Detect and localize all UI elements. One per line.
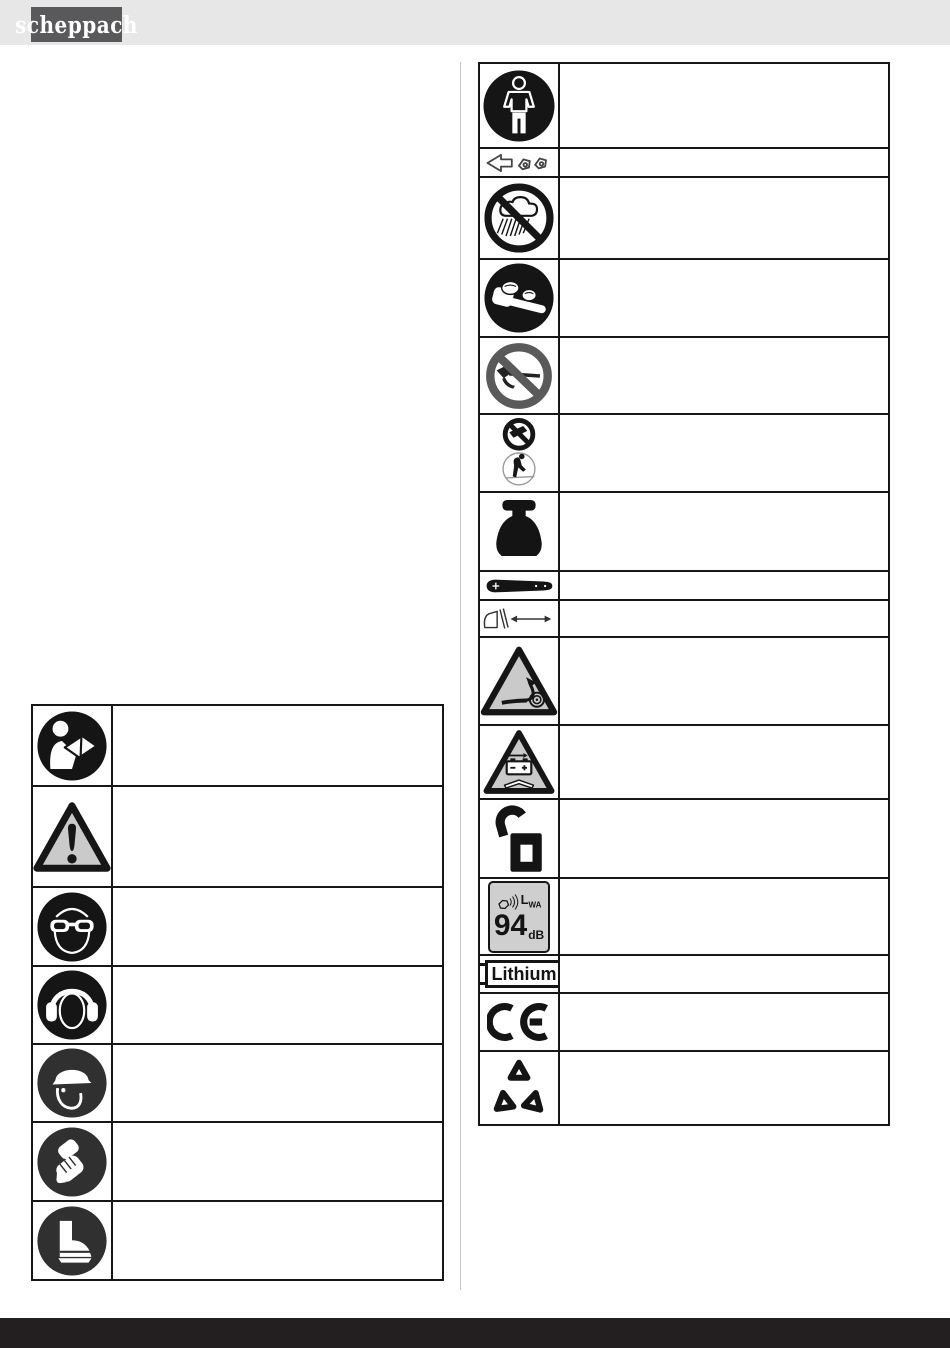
symbol-description	[113, 1123, 442, 1200]
symbol-description	[560, 260, 888, 336]
speaker-icon	[497, 893, 519, 911]
table-row	[480, 258, 888, 336]
symbol-description	[560, 800, 888, 877]
symbol-description	[560, 338, 888, 413]
table-row	[480, 599, 888, 636]
table-row	[480, 724, 888, 798]
footer-bar	[0, 1318, 950, 1348]
hold-with-both-hands-icon	[480, 260, 560, 336]
symbol-description	[560, 638, 888, 724]
no-pole-saw-near-power-lines-icon	[480, 338, 560, 413]
symbol-description	[113, 1202, 442, 1279]
table-row	[480, 877, 888, 954]
lithium-battery-badge-icon: Lithium	[480, 956, 560, 992]
table-row	[480, 176, 888, 258]
symbol-description	[560, 572, 888, 599]
right-symbol-table	[478, 62, 890, 1126]
symbol-description	[113, 888, 442, 965]
symbol-description	[113, 706, 442, 785]
symbol-description	[560, 879, 888, 954]
logo-text: scheppach	[15, 10, 138, 39]
sound-power-badge-icon: $L_{WA}$ 94 dB	[480, 879, 560, 954]
symbol-description	[560, 994, 888, 1050]
chain-direction-icon	[480, 149, 560, 176]
table-row	[480, 336, 888, 413]
table-row	[33, 706, 442, 785]
table-row	[480, 147, 888, 176]
column-divider	[460, 62, 461, 1290]
ear-protection-icon	[33, 967, 113, 1043]
symbol-description	[560, 149, 888, 176]
ce-mark-icon	[480, 994, 560, 1050]
symbol-description	[560, 956, 888, 992]
table-row	[480, 64, 888, 147]
left-symbol-table	[31, 704, 444, 1281]
table-row	[33, 965, 442, 1043]
table-row	[480, 570, 888, 599]
table-row	[33, 1043, 442, 1121]
symbol-description	[113, 1045, 442, 1121]
symbol-description	[113, 787, 442, 886]
chain-sharpening-icon	[480, 601, 560, 636]
symbol-description	[560, 64, 888, 147]
table-row	[33, 1200, 442, 1279]
warning-general-icon	[33, 787, 113, 886]
kickback-warning-icon	[480, 638, 560, 724]
table-row	[480, 992, 888, 1050]
unlocked-padlock-icon	[480, 800, 560, 877]
table-row	[33, 1121, 442, 1200]
symbol-description	[560, 415, 888, 491]
battery-recycling-triangles-icon	[480, 1052, 560, 1124]
table-row	[480, 954, 888, 992]
table-row	[480, 1050, 888, 1124]
battery-charging-warning-icon	[480, 726, 560, 798]
symbol-description	[113, 967, 442, 1043]
scheppach-logo	[15, 7, 138, 42]
table-row	[33, 785, 442, 886]
symbol-description	[560, 493, 888, 570]
read-manual-icon	[33, 706, 113, 785]
table-row	[480, 636, 888, 724]
safety-glasses-icon	[33, 888, 113, 965]
protective-clothing-icon	[480, 64, 560, 147]
symbol-description	[560, 178, 888, 258]
symbol-description	[560, 1052, 888, 1124]
symbol-description	[560, 726, 888, 798]
table-row	[480, 798, 888, 877]
no-ladder-use-icon	[480, 415, 560, 491]
safety-helmet-icon	[33, 1045, 113, 1121]
protective-gloves-icon	[33, 1123, 113, 1200]
safety-boots-icon	[33, 1202, 113, 1279]
table-row	[480, 491, 888, 570]
weight-icon	[480, 493, 560, 570]
table-row	[33, 886, 442, 965]
header-bar	[0, 0, 950, 45]
symbol-description	[560, 601, 888, 636]
no-rain-icon	[480, 178, 560, 258]
table-row	[480, 413, 888, 491]
guide-bar-icon	[480, 572, 560, 599]
